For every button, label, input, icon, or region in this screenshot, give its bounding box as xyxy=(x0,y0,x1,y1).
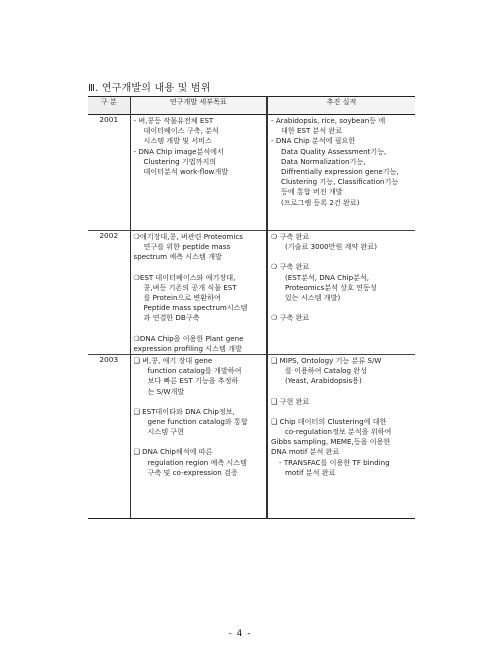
results-line: Data Normalization기능, xyxy=(281,156,366,166)
results-item xyxy=(271,232,412,252)
goals-line: ❍EST 데이터베이스와 애기장대, xyxy=(133,272,236,282)
results-line: (프로그램 등록 2건 완료) xyxy=(281,197,360,207)
goals-line: 를 Protein으로 변환하여 xyxy=(143,293,221,303)
goals-line: ❍DNA Chip을 이용한 Plant gene xyxy=(133,333,244,343)
goals-line: gene function catalog와 통합 xyxy=(147,417,248,427)
results-item xyxy=(271,356,412,387)
page-number: - 4 - xyxy=(228,629,252,639)
block-spacer xyxy=(134,397,264,407)
goals-item xyxy=(134,447,264,478)
block-spacer xyxy=(271,387,412,397)
results-line: ❍ 구축 완료 xyxy=(271,232,310,241)
goals-line: Peptide mass spectrum시스템 xyxy=(143,303,248,313)
goals-line: 구축 및 co-expression 검증 xyxy=(147,467,238,477)
goals-line: 데이터베이스 구축, 분석 xyxy=(143,126,219,136)
results-line: motif 분석 완료 xyxy=(285,467,336,477)
table-header-row xyxy=(88,97,415,115)
goals-item xyxy=(134,232,264,263)
results-line: ❍ 구축 완료 xyxy=(271,262,310,272)
goals-line: function catalog를 개발하여 xyxy=(147,366,242,376)
results-line: Proteomics분석 상호 연동성 xyxy=(285,282,377,292)
header-result: 추진 실적 xyxy=(267,97,415,115)
results-item xyxy=(271,397,412,407)
goals-line: ❑ EST데이타와 DNA Chip정보, xyxy=(133,406,235,416)
goals-item xyxy=(134,334,264,354)
block-spacer xyxy=(271,252,412,262)
goals-line: 과 연결한 DB구축 xyxy=(143,313,200,323)
goals-line: - DNA Chip image분석에서 xyxy=(133,146,224,156)
results-line: - DNA Chip 분석에 필요한 xyxy=(271,136,356,146)
year-cell: 2001 xyxy=(88,115,130,231)
results-item xyxy=(271,313,412,323)
goals-cell xyxy=(130,355,267,519)
research-plan-table xyxy=(88,96,415,519)
results-line: ❑ MIPS, Ontology 기능 분류 S/W xyxy=(271,356,382,366)
results-line: ❍ 구축 완료 xyxy=(271,313,310,323)
results-cell xyxy=(267,115,415,231)
results-line: (Yeast, Arabidopsis용) xyxy=(285,376,362,386)
goals-item xyxy=(134,116,264,177)
results-line: Diffrentially expression gene기능, xyxy=(281,167,399,177)
goals-line: 시스템 구현 xyxy=(147,427,185,437)
results-line: - Arabidopsis, rice, soybean등 에 xyxy=(271,116,386,125)
block-spacer xyxy=(134,437,264,447)
results-line: Gibbs sampling, MEME,등을 이용한 xyxy=(271,437,391,447)
goals-line: 연구를 위한 peptide mass xyxy=(143,242,231,252)
results-line: DNA motif 분석 완료 xyxy=(271,447,340,457)
block-spacer xyxy=(271,407,412,417)
goals-line: expression profiling 시스템 개발 xyxy=(133,343,242,353)
table-row xyxy=(88,231,415,355)
results-line: 등에 통합 버전 개발 xyxy=(281,187,343,197)
results-cell xyxy=(267,355,415,519)
results-line: Data Quality Assessment기능, xyxy=(281,146,387,156)
results-line: 대한 EST 분석 완료 xyxy=(281,126,343,136)
goals-line: ❑ 벼,콩, 애기 장대 gene xyxy=(133,356,213,366)
block-spacer xyxy=(134,324,264,334)
block-spacer xyxy=(134,263,264,273)
results-line: (EST분석, DNA Chip분석, xyxy=(285,272,370,282)
results-line: ❑ Chip 데이터의 Clustering에 대한 xyxy=(271,416,387,426)
results-line: 있는 시스템 개발) xyxy=(285,293,341,303)
results-line: (기술료 3000만원 계약 완료) xyxy=(285,242,378,252)
goals-item xyxy=(134,407,264,438)
goals-cell xyxy=(130,231,267,355)
goals-line: spectrum 예측 시스템 개발 xyxy=(133,252,222,262)
results-line: ❑ 구현 완료 xyxy=(271,396,310,406)
table-row xyxy=(88,355,415,519)
goals-line: regulation region 예측 시스템 xyxy=(147,457,247,467)
results-item xyxy=(271,116,412,208)
goals-line: 는 S/W개발 xyxy=(147,386,185,396)
goals-item xyxy=(134,273,264,324)
results-line: Clustering 기능, Classification기능 xyxy=(281,177,399,187)
goals-line: ❑ DNA Chip해석에 따른 xyxy=(133,447,213,457)
header-year: 구 분 xyxy=(88,97,130,115)
goals-line: 시스템 개발 및 서비스 xyxy=(143,136,212,146)
header-goal: 연구개발 세부목표 xyxy=(130,97,267,115)
year-cell: 2002 xyxy=(88,231,130,355)
goals-line: 콩,벼등 기존의 공개 식물 EST xyxy=(143,282,237,292)
results-item xyxy=(271,417,412,478)
results-item xyxy=(271,262,412,303)
results-line: - TRANSFAC를 이용한 TF binding xyxy=(279,457,390,467)
table-row xyxy=(88,115,415,231)
goals-cell xyxy=(130,115,267,231)
block-spacer xyxy=(271,303,412,313)
results-line: 를 이용하여 Catalog 완성 xyxy=(285,366,367,376)
results-cell xyxy=(267,231,415,355)
goals-line: 데이터분석 work-flow개발 xyxy=(143,167,229,177)
results-line: co-regulation정보 분석을 위하여 xyxy=(285,427,392,437)
goals-line: 보다 빠른 EST 기능을 추정하 xyxy=(147,376,239,386)
goals-item xyxy=(134,356,264,397)
goals-line: Clustering 기법까지의 xyxy=(143,156,217,166)
section-title: Ⅲ. 연구개발의 내용 및 범위 xyxy=(88,83,211,94)
year-cell: 2003 xyxy=(88,355,130,519)
goals-line: - 벼,콩등 작물유전체 EST xyxy=(133,116,214,125)
goals-line: ❍애기장대,콩, 벼관련 Proteomics xyxy=(133,232,243,241)
